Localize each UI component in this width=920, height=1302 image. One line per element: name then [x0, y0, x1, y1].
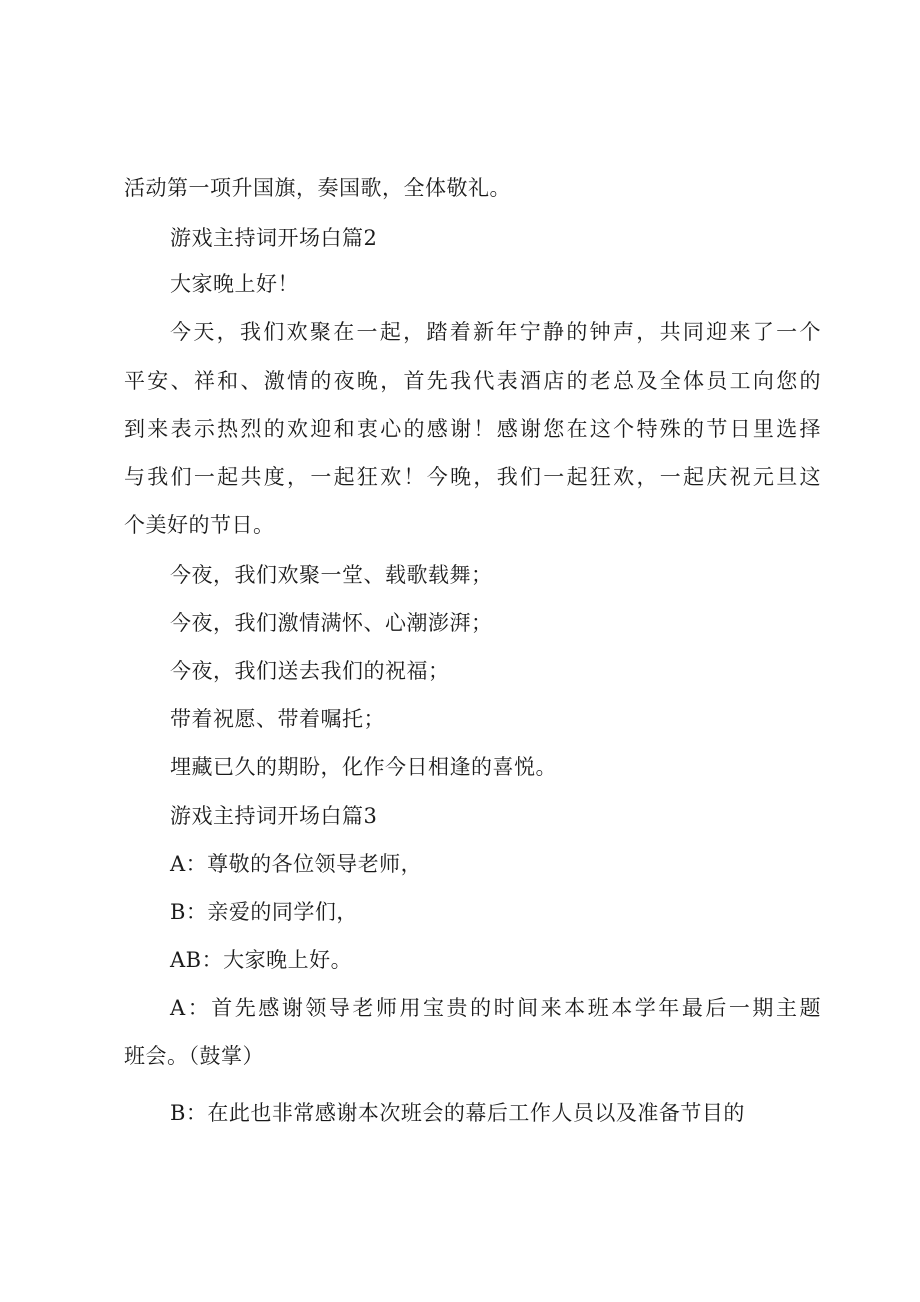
paragraph-line: AB：大家晚上好。 [170, 948, 353, 972]
paragraph-line: 班会。（鼓掌） [124, 1044, 264, 1068]
paragraph-line: 带着祝愿、带着嘱托； [170, 707, 385, 731]
paragraph-line: 今夜，我们欢聚一堂、载歌载舞； [170, 563, 493, 587]
paragraph-line: 今夜，我们激情满怀、心潮澎湃； [170, 611, 493, 635]
paragraph-line: 埋藏已久的期盼，化作今日相逢的喜悦。 [170, 755, 557, 779]
paragraph-line: 个美好的节日。 [124, 513, 275, 537]
paragraph-line: 到来表示热烈的欢迎和衷心的感谢！感谢您在这个特殊的节日里选择 [124, 417, 821, 441]
paragraph-line: 今夜，我们送去我们的祝福； [170, 659, 450, 683]
paragraph-line: 大家晚上好！ [170, 272, 299, 296]
paragraph-line: B：在此也非常感谢本次班会的幕后工作人员以及准备节目的 [170, 1101, 745, 1125]
section-heading: 游戏主持词开场白篇2 [170, 226, 378, 250]
paragraph-line: 活动第一项升国旗，奏国歌，全体敬礼。 [124, 176, 511, 200]
paragraph-line: 与我们一起共度，一起狂欢！今晚，我们一起狂欢，一起庆祝元旦这 [124, 465, 821, 489]
paragraph-line: A：首先感谢领导老师用宝贵的时间来本班本学年最后一期主题 [170, 996, 821, 1020]
paragraph-line: A：尊敬的各位领导老师， [170, 852, 423, 876]
paragraph-line: B：亲爱的同学们， [170, 900, 358, 924]
paragraph-line: 今天，我们欢聚在一起，踏着新年宁静的钟声，共同迎来了一个 [170, 320, 821, 344]
section-heading: 游戏主持词开场白篇3 [170, 804, 378, 828]
paragraph-line: 平安、祥和、激情的夜晚，首先我代表酒店的老总及全体员工向您的 [124, 369, 821, 393]
